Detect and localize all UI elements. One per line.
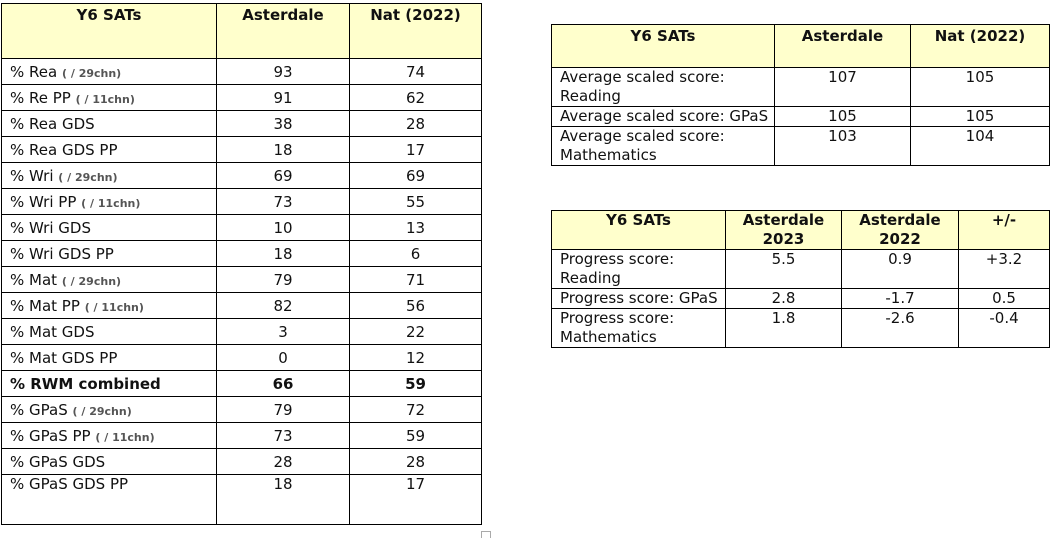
table-row <box>2 345 482 371</box>
row-label-text: % Mat PP <box>10 296 80 315</box>
nat-value: 74 <box>350 59 482 85</box>
header-change: +/- <box>959 211 1050 250</box>
table-row <box>2 111 482 137</box>
row-label: Progress score: Reading <box>552 250 726 289</box>
header-row <box>552 25 1050 68</box>
row-label <box>2 137 217 163</box>
asterdale-2023-value: 5.5 <box>726 250 842 289</box>
asterdale-value: 107 <box>775 68 911 107</box>
header-asterdale-2022: Asterdale 2022 <box>842 211 959 250</box>
header-nat-2022: Nat (2022) <box>350 4 482 59</box>
header-row <box>2 4 482 59</box>
table-row <box>552 289 1050 309</box>
row-label <box>2 475 217 525</box>
header-y6-sats: Y6 SATs <box>552 211 726 250</box>
row-label <box>2 423 217 449</box>
asterdale-value: 38 <box>217 111 350 137</box>
change-value: +3.2 <box>959 250 1050 289</box>
row-label <box>2 163 217 189</box>
table-row <box>2 475 482 525</box>
table-row <box>2 59 482 85</box>
asterdale-2023-value: 2.8 <box>726 289 842 309</box>
row-label <box>2 59 217 85</box>
nat-value: 13 <box>350 215 482 241</box>
asterdale-value: 10 <box>217 215 350 241</box>
table-row <box>2 163 482 189</box>
asterdale-value: 0 <box>217 345 350 371</box>
asterdale-2022-value: -1.7 <box>842 289 959 309</box>
row-label <box>2 189 217 215</box>
asterdale-value: 3 <box>217 319 350 345</box>
row-label <box>2 267 217 293</box>
nat-value: 62 <box>350 85 482 111</box>
row-label <box>2 371 217 397</box>
row-label-note: ( / 29chn) <box>61 66 122 80</box>
row-label-text: % Mat GDS <box>10 322 95 341</box>
header-asterdale-2023: Asterdale 2023 <box>726 211 842 250</box>
table-row <box>2 423 482 449</box>
table-row <box>552 107 1050 127</box>
table-row <box>2 85 482 111</box>
row-label-note: ( / 11chn) <box>75 92 135 106</box>
row-label: Progress score: Mathematics <box>552 309 726 348</box>
row-label <box>2 241 217 267</box>
asterdale-value: 73 <box>217 423 350 449</box>
row-label: Average scaled score: GPaS <box>552 107 775 127</box>
nat-value: 17 <box>350 475 482 525</box>
row-label-note: ( / 11chn) <box>81 196 141 210</box>
row-label-text: % Wri <box>10 166 54 185</box>
asterdale-value: 69 <box>217 163 350 189</box>
row-label-note: ( / 11chn) <box>95 430 155 444</box>
table-row <box>2 137 482 163</box>
table-row <box>552 250 1050 289</box>
nat-value: 69 <box>350 163 482 189</box>
table-row <box>2 319 482 345</box>
row-label-text: % RWM combined <box>10 374 161 393</box>
asterdale-value: 103 <box>775 127 911 166</box>
asterdale-value: 66 <box>217 371 350 397</box>
table-row <box>2 189 482 215</box>
row-label <box>2 449 217 475</box>
nat-value: 22 <box>350 319 482 345</box>
row-label-note: ( / 29chn) <box>58 170 118 184</box>
progress-score-table <box>551 210 1050 348</box>
nat-value: 71 <box>350 267 482 293</box>
nat-value: 56 <box>350 293 482 319</box>
table-row <box>2 267 482 293</box>
row-label-text: % GPaS PP <box>10 426 91 445</box>
row-label-text: % GPaS GDS <box>10 452 106 471</box>
asterdale-2022-value: -2.6 <box>842 309 959 348</box>
asterdale-value: 93 <box>217 59 350 85</box>
row-label-note: ( / 29chn) <box>72 404 132 418</box>
row-label-text: % Re PP <box>10 88 71 107</box>
row-label <box>2 397 217 423</box>
row-label: Average scaled score: Reading <box>552 68 775 107</box>
row-label-text: % Mat <box>10 270 58 289</box>
asterdale-value: 73 <box>217 189 350 215</box>
asterdale-2022-value: 0.9 <box>842 250 959 289</box>
nat-value: 105 <box>911 107 1050 127</box>
table-row <box>552 68 1050 107</box>
table-row <box>552 309 1050 348</box>
table-row <box>2 293 482 319</box>
table-row <box>2 397 482 423</box>
nat-value: 28 <box>350 449 482 475</box>
row-label <box>2 319 217 345</box>
row-label-text: % Wri PP <box>10 192 77 211</box>
row-label-text: % Rea GDS <box>10 114 95 133</box>
row-label-text: % Wri GDS PP <box>10 244 114 263</box>
nat-value: 55 <box>350 189 482 215</box>
nat-value: 59 <box>350 423 482 449</box>
row-label-text: % GPaS GDS PP <box>10 475 129 493</box>
row-label-text: % GPaS <box>10 400 68 419</box>
row-label-note: ( / 29chn) <box>61 274 122 288</box>
nat-value: 105 <box>911 68 1050 107</box>
row-label-text: % Rea GDS PP <box>10 140 118 159</box>
header-y6-sats: Y6 SATs <box>2 4 217 59</box>
table-row <box>2 449 482 475</box>
row-label-text: % Wri GDS <box>10 218 91 237</box>
row-label <box>2 85 217 111</box>
header-asterdale: Asterdale <box>217 4 350 59</box>
asterdale-value: 82 <box>217 293 350 319</box>
table-row <box>2 241 482 267</box>
asterdale-value: 79 <box>217 267 350 293</box>
nat-value: 72 <box>350 397 482 423</box>
asterdale-value: 18 <box>217 241 350 267</box>
asterdale-value: 18 <box>217 475 350 525</box>
table-row <box>2 371 482 397</box>
row-label-text: % Mat GDS PP <box>10 348 118 367</box>
row-label-text: % Rea <box>10 62 58 81</box>
change-value: 0.5 <box>959 289 1050 309</box>
row-label: Average scaled score: Mathematics <box>552 127 775 166</box>
nat-value: 12 <box>350 345 482 371</box>
header-row <box>552 211 1050 250</box>
row-label <box>2 293 217 319</box>
nat-value: 6 <box>350 241 482 267</box>
header-y6-sats: Y6 SATs <box>552 25 775 68</box>
row-label: Progress score: GPaS <box>552 289 726 309</box>
asterdale-value: 18 <box>217 137 350 163</box>
table-row <box>2 215 482 241</box>
change-value: -0.4 <box>959 309 1050 348</box>
nat-value: 59 <box>350 371 482 397</box>
row-label <box>2 345 217 371</box>
row-label-note: ( / 11chn) <box>84 300 144 314</box>
average-scaled-score-table <box>551 24 1050 166</box>
header-nat-2022: Nat (2022) <box>911 25 1050 68</box>
row-label <box>2 215 217 241</box>
asterdale-value: 105 <box>775 107 911 127</box>
header-asterdale: Asterdale <box>775 25 911 68</box>
row-label <box>2 111 217 137</box>
table-row <box>552 127 1050 166</box>
nat-value: 17 <box>350 137 482 163</box>
asterdale-value: 79 <box>217 397 350 423</box>
main-sats-table <box>1 3 482 525</box>
asterdale-value: 28 <box>217 449 350 475</box>
asterdale-value: 91 <box>217 85 350 111</box>
nat-value: 28 <box>350 111 482 137</box>
nat-value: 104 <box>911 127 1050 166</box>
asterdale-2023-value: 1.8 <box>726 309 842 348</box>
